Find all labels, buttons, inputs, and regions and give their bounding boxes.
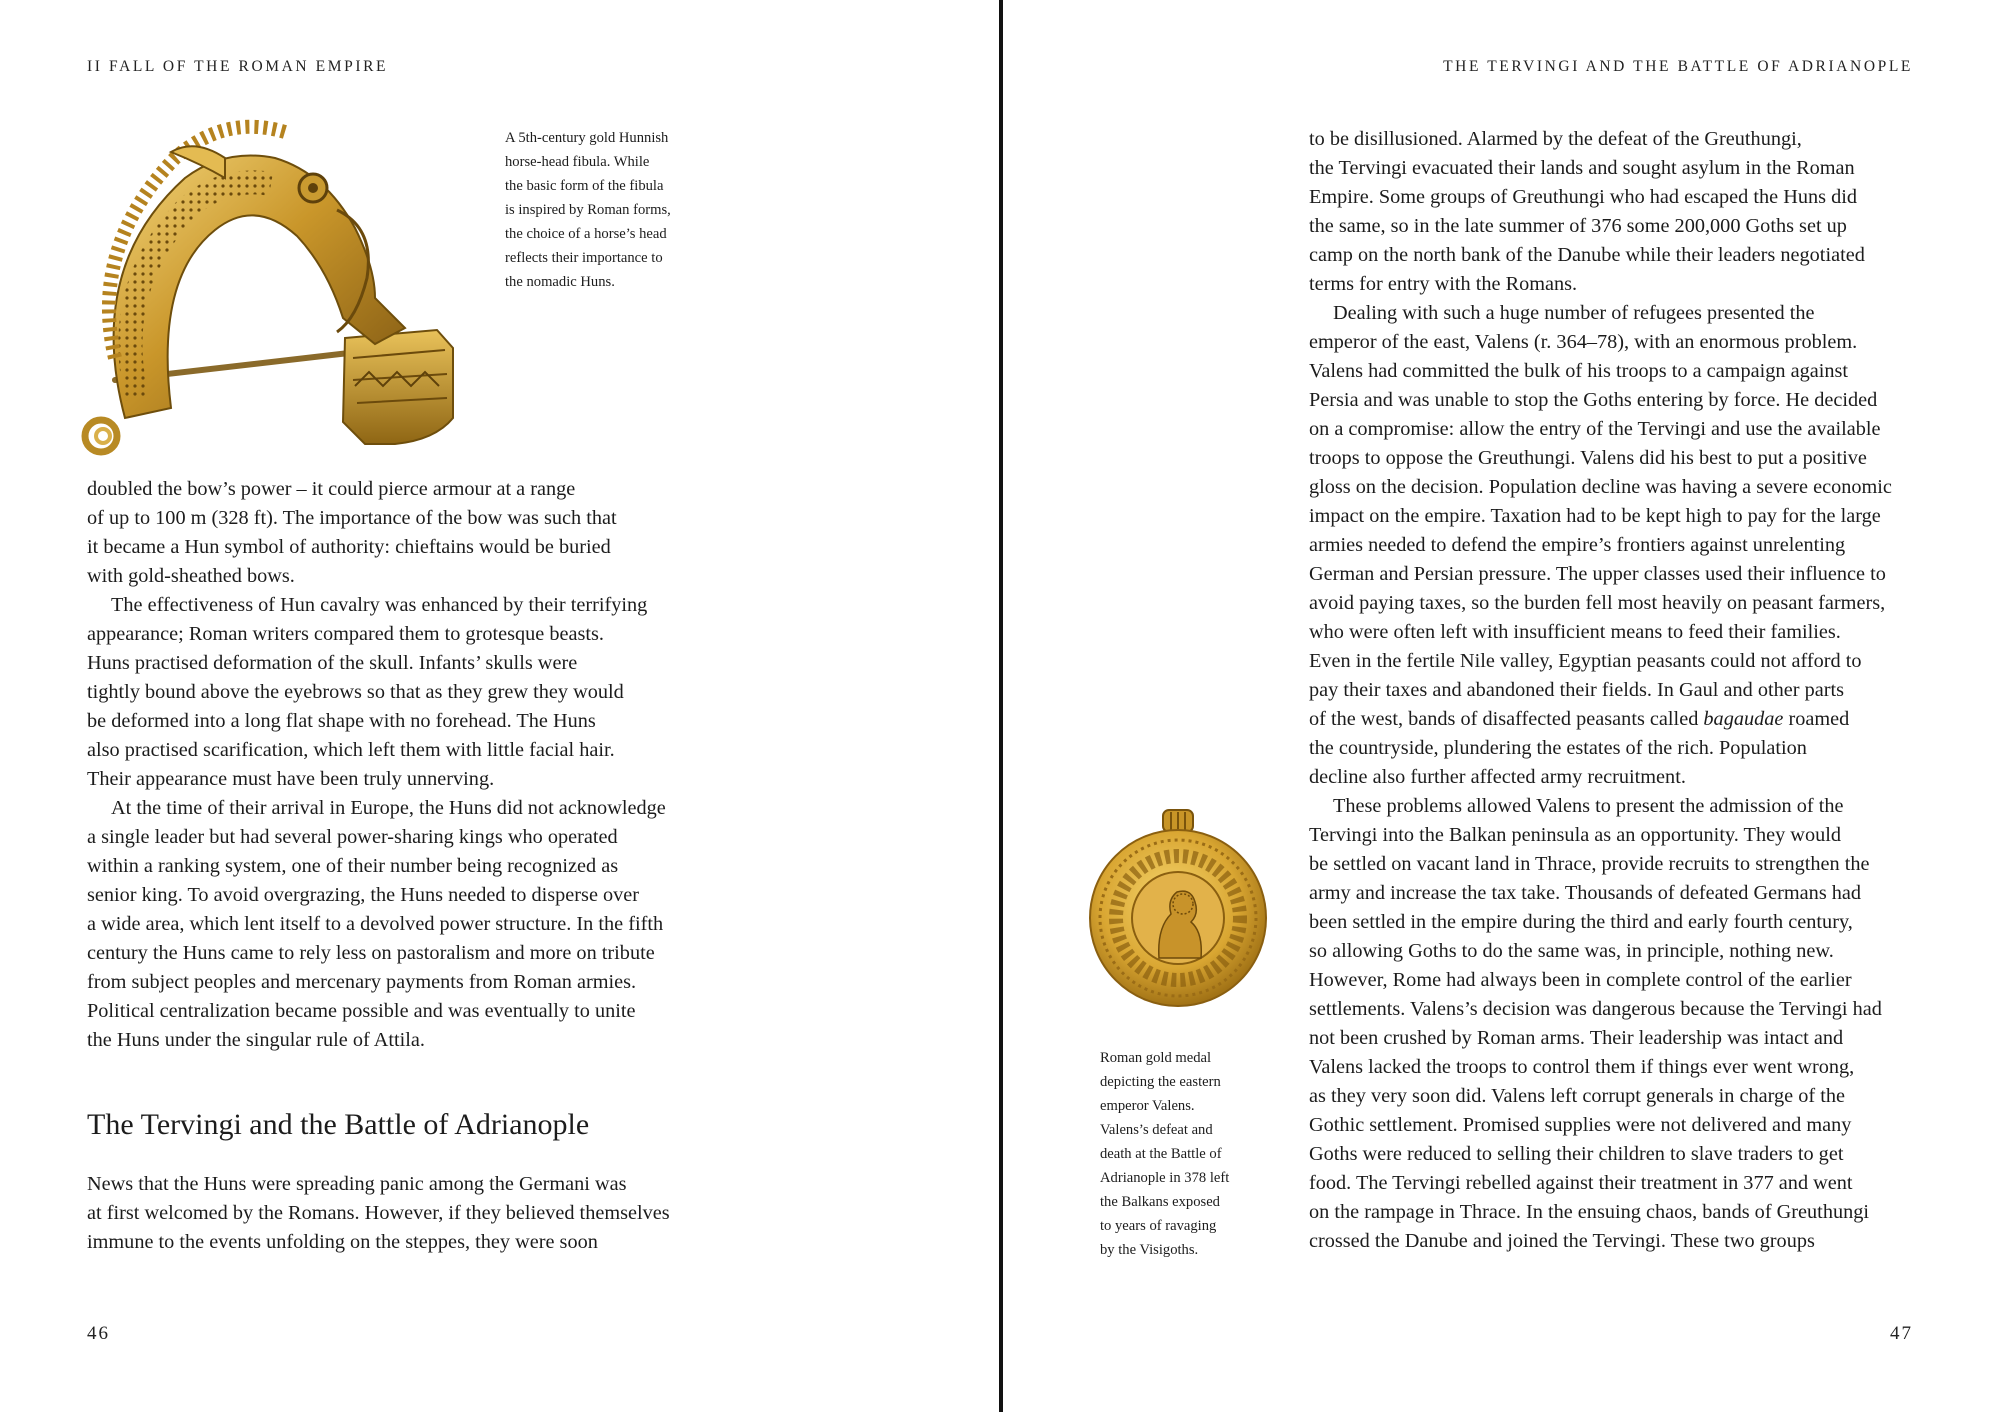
text-line: army and increase the tax take. Thousands of defeated Germans had xyxy=(1309,882,1862,904)
text-line: the same, so in the late summer of 376 some 200,000 Goths set up xyxy=(1309,215,1847,237)
text-line: armies needed to defend the empire’s frontiers against unrelenting xyxy=(1309,534,1846,556)
text-line: Political centralization became possible and was eventually to unite xyxy=(87,1000,636,1022)
text-line: settlements. Valens’s decision was dangerous because the Tervingi had xyxy=(1309,998,1882,1020)
text-line: Empire. Some groups of Greuthungi who had escaped the Huns did xyxy=(1309,186,1858,208)
caption-line: the nomadic Huns. xyxy=(505,274,615,290)
text-line: Dealing with such a huge number of refugees presented the xyxy=(1333,302,1815,324)
text-line: century the Huns came to rely less on pastoralism and more on tribute xyxy=(87,942,655,964)
text-line: troops to oppose the Greuthungi. Valens did his best to put a positive xyxy=(1309,447,1867,469)
text-line: within a ranking system, one of their number being recognized as xyxy=(87,855,619,877)
text-line: German and Persian pressure. The upper classes used their influence to xyxy=(1309,563,1886,585)
text-line: a single leader but had several power-sharing kings who operated xyxy=(87,826,618,848)
caption-line: reflects their importance to xyxy=(505,250,663,266)
text-line: crossed the Danube and joined the Tervingi. These two groups xyxy=(1309,1230,1815,1252)
text-line: camp on the north bank of the Danube while their leaders negotiated xyxy=(1309,244,1865,266)
caption-line: A 5th-century gold Hunnish xyxy=(505,130,669,146)
medal-caption xyxy=(1100,1046,1229,1262)
text-line: a wide area, which lent itself to a devolved power structure. In the fifth xyxy=(87,913,664,935)
text-span: roamed xyxy=(1783,708,1850,730)
text-line: who were often left with insufficient means to feed their families. xyxy=(1309,621,1841,643)
caption-line: Roman gold medal xyxy=(1100,1050,1212,1066)
left-page xyxy=(0,0,999,1412)
text-line: not been crushed by Roman arms. Their leadership was intact and xyxy=(1309,1027,1844,1049)
caption-line: depicting the eastern xyxy=(1100,1074,1221,1090)
right-page xyxy=(1003,0,2000,1412)
text-line: be deformed into a long flat shape with no forehead. The Huns xyxy=(87,710,596,732)
caption-line: to years of ravaging xyxy=(1100,1218,1217,1234)
text-line: so allowing Goths to do the same was, in principle, nothing new. xyxy=(1309,940,1834,962)
text-line: Valens had committed the bulk of his troops to a campaign against xyxy=(1309,360,1849,382)
text-line: senior king. To avoid overgrazing, the Huns needed to disperse over xyxy=(87,884,640,906)
text-line: as they very soon did. Valens left corrupt generals in charge of the xyxy=(1309,1085,1845,1107)
text-line: These problems allowed Valens to present the admission of the xyxy=(1333,795,1844,817)
text-line: Valens lacked the troops to control them if things ever went wrong, xyxy=(1309,1056,1855,1078)
text-line: at first welcomed by the Romans. However, if they believed themselves xyxy=(87,1202,670,1224)
text-line: terms for entry with the Romans. xyxy=(1309,273,1578,295)
text-line: The effectiveness of Hun cavalry was enhanced by their terrifying xyxy=(111,594,648,616)
page-number-left: 46 xyxy=(87,1323,110,1344)
text-line: of up to 100 m (328 ft). The importance of the bow was such that xyxy=(87,507,617,529)
text-line: avoid paying taxes, so the burden fell most heavily on peasant farmers, xyxy=(1309,592,1886,614)
caption-line: Valens’s defeat and xyxy=(1100,1122,1213,1138)
text-line: Persia and was unable to stop the Goths entering by force. He decided xyxy=(1309,389,1878,411)
caption-line: the Balkans exposed xyxy=(1100,1194,1220,1210)
text-line: appearance; Roman writers compared them to grotesque beasts. xyxy=(87,623,604,645)
text-line: food. The Tervingi rebelled against their treatment in 377 and went xyxy=(1309,1172,1853,1194)
text-line: also practised scarification, which left them with little facial hair. xyxy=(87,739,615,761)
text-line: Even in the fertile Nile valley, Egyptian peasants could not afford to xyxy=(1309,650,1862,672)
horse-head-fibula-image xyxy=(75,118,495,458)
text-line: Goths were reduced to selling their children to slave traders to get xyxy=(1309,1143,1844,1165)
caption-line: the basic form of the fibula xyxy=(505,178,664,194)
text-line: the countryside, plundering the estates of the rich. Population xyxy=(1309,737,1807,759)
text-line: Their appearance must have been truly unnerving. xyxy=(87,768,495,790)
fibula-caption xyxy=(505,126,671,294)
text-line: with gold-sheathed bows. xyxy=(87,565,295,587)
text-line: Huns practised deformation of the skull. Infants’ skulls were xyxy=(87,652,578,674)
text-line: on the rampage in Thrace. In the ensuing chaos, bands of Greuthungi xyxy=(1309,1201,1870,1223)
text-line: pay their taxes and abandoned their fields. In Gaul and other parts xyxy=(1309,679,1845,701)
text-line xyxy=(1309,705,1892,734)
section-heading: The Tervingi and the Battle of Adrianople xyxy=(87,1108,590,1141)
text-line: However, Rome had always been in complete control of the earlier xyxy=(1309,969,1852,991)
caption-line: emperor Valens. xyxy=(1100,1098,1195,1114)
text-line: the Huns under the singular rule of Attila. xyxy=(87,1029,425,1051)
italic-term: bagaudae xyxy=(1703,708,1784,730)
running-head-right: THE TERVINGI AND THE BATTLE OF ADRIANOPLE xyxy=(1443,58,1913,75)
text-line: emperor of the east, Valens (r. 364–78), with an enormous problem. xyxy=(1309,331,1858,353)
text-line: immune to the events unfolding on the steppes, they were soon xyxy=(87,1231,598,1253)
text-line: Tervingi into the Balkan peninsula as an opportunity. They would xyxy=(1309,824,1841,846)
text-line: to be disillusioned. Alarmed by the defeat of the Greuthungi, xyxy=(1309,128,1802,150)
text-line: doubled the bow’s power – it could pierce armour at a range xyxy=(87,478,576,500)
valens-gold-medal-image xyxy=(1087,808,1269,1008)
left-body-text xyxy=(87,475,666,1055)
text-line: impact on the empire. Taxation had to be kept high to pay for the large xyxy=(1309,505,1881,527)
text-line: tightly bound above the eyebrows so that as they grew they would xyxy=(87,681,624,703)
caption-line: horse-head fibula. While xyxy=(505,154,650,170)
text-line: decline also further affected army recruitment. xyxy=(1309,766,1686,788)
caption-line: is inspired by Roman forms, xyxy=(505,202,671,218)
caption-line: the choice of a horse’s head xyxy=(505,226,667,242)
text-line: News that the Huns were spreading panic among the Germani was xyxy=(87,1173,627,1195)
page-number-right: 47 xyxy=(1890,1323,1913,1344)
running-head-left: II FALL OF THE ROMAN EMPIRE xyxy=(87,58,389,75)
text-line: Gothic settlement. Promised supplies were not delivered and many xyxy=(1309,1114,1852,1136)
text-line: At the time of their arrival in Europe, the Huns did not acknowledge xyxy=(111,797,666,819)
text-line: gloss on the decision. Population decline was having a severe economic xyxy=(1309,476,1892,498)
text-line: it became a Hun symbol of authority: chieftains would be buried xyxy=(87,536,611,558)
right-body-text xyxy=(1309,125,1892,1256)
caption-line: by the Visigoths. xyxy=(1100,1242,1199,1258)
text-line: on a compromise: allow the entry of the Tervingi and use the available xyxy=(1309,418,1881,440)
caption-line: death at the Battle of xyxy=(1100,1146,1222,1162)
section-body-text xyxy=(87,1170,670,1257)
text-span: of the west, bands of disaffected peasants called xyxy=(1309,708,1704,730)
text-line: been settled in the empire during the third and early fourth century, xyxy=(1309,911,1853,933)
text-line: the Tervingi evacuated their lands and sought asylum in the Roman xyxy=(1309,157,1855,179)
text-line: be settled on vacant land in Thrace, provide recruits to strengthen the xyxy=(1309,853,1870,875)
text-line: from subject peoples and mercenary payments from Roman armies. xyxy=(87,971,637,993)
caption-line: Adrianople in 378 left xyxy=(1100,1170,1230,1186)
